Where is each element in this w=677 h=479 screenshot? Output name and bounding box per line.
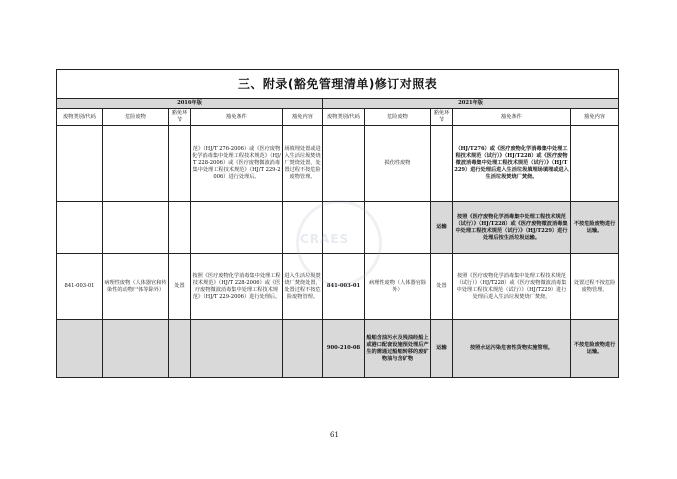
old-stage-cell: 处置 bbox=[169, 254, 191, 320]
old-content-cell: 进入生活垃圾焚烧厂焚烧处置，处置过程不按危险废物管理。 bbox=[283, 254, 323, 320]
table-row bbox=[57, 320, 619, 378]
old-code-cell bbox=[57, 320, 103, 378]
new-condition-cell: 按照水运污染危害性货物实施管理。 bbox=[453, 320, 571, 378]
old-condition-cell: 按照《医疗废物化学消毒集中处理工程技术规范》（HJ/T 228-2006）或《医疗废物微波消毒集中处理工程技术规范》（HJ/T 229-2006）进行处理后。 bbox=[191, 254, 283, 320]
old-code-cell bbox=[57, 202, 103, 254]
new-code-cell: 900-210-08 bbox=[323, 320, 365, 378]
new-condition-cell: 按照《医疗废物化学消毒集中处理工程技术规范（试行）》（HJ/T228）或《医疗废物微波消毒集中处理工程技术规范（试行）》（HJ/T229）进行处理后进入生活垃圾焚烧厂焚烧。 bbox=[453, 254, 571, 320]
table-title: 三、附录(豁免管理清单)修订对照表 bbox=[57, 70, 619, 99]
new-stage-cell bbox=[431, 126, 453, 202]
new-condition-cell: （HJ/T276）或《医疗废物化学消毒集中处理工程技术规范（试行）》（HJ/T228）或《医疗废物微波消毒集中处理工程技术规范（试行）》（HJ/T229）进行处理后进入生活垃圾填埋场填埋或进入生活垃圾焚烧厂焚烧。 bbox=[453, 126, 571, 202]
header-cond-new: 豁免条件 bbox=[453, 109, 571, 126]
old-name-cell bbox=[103, 126, 169, 202]
new-name-cell: 船舶含油污水及残油经船上或港口配套设施预处理后产生的需通过船舶转移的废矿物油与含矿物 bbox=[365, 320, 431, 378]
page-number: 61 bbox=[330, 431, 339, 439]
new-content-cell: 不按危险废物进行运输。 bbox=[571, 320, 619, 378]
header-name-new: 危险废物 bbox=[365, 109, 431, 126]
new-name-cell: 病理性废物（人体器官除外） bbox=[365, 254, 431, 320]
new-name-cell: 损伤性废物 bbox=[365, 126, 431, 202]
header-name-old: 危险废物 bbox=[103, 109, 169, 126]
new-content-cell: 处置过程不按危险废物管理。 bbox=[571, 254, 619, 320]
old-stage-cell bbox=[169, 320, 191, 378]
new-content-cell bbox=[571, 126, 619, 202]
header-stage-new: 豁免环节 bbox=[431, 109, 453, 126]
table-row bbox=[57, 126, 619, 202]
new-code-cell bbox=[323, 126, 365, 202]
old-name-cell: 病理性废物（人体器官和传染性的动物尸体等除外） bbox=[103, 254, 169, 320]
old-content-cell bbox=[283, 320, 323, 378]
year-header-2021: 2021年版 bbox=[323, 99, 619, 109]
year-header-2016: 2016年版 bbox=[57, 99, 323, 109]
old-condition-cell bbox=[191, 320, 283, 378]
old-name-cell bbox=[103, 320, 169, 378]
header-stage-old: 豁免环节 bbox=[169, 109, 191, 126]
old-code-cell bbox=[57, 126, 103, 202]
old-condition-cell bbox=[191, 202, 283, 254]
old-condition-cell: 范》（HJ/T 276-2006）或《医疗废物化学消毒集中处理工程技术规范》（HJ/T 228-2006）或《医疗废物微波消毒集中处理工程技术规范》（HJ/T 229-2006）进行处理后。 bbox=[191, 126, 283, 202]
new-stage-cell: 处置 bbox=[431, 254, 453, 320]
old-content-cell: 场填埋处置或进入生活垃圾焚烧厂焚烧处置，处置过程不按危险废物管理。 bbox=[283, 126, 323, 202]
old-code-cell: 841-003-01 bbox=[57, 254, 103, 320]
header-code-old: 废物类别/代码 bbox=[57, 109, 103, 126]
header-code-new: 废物类别/代码 bbox=[323, 109, 365, 126]
new-condition-cell: 按照《医疗废物化学消毒集中处理工程技术规范（试行）》（HJ/T228）或《医疗废物微波消毒集中处理工程技术规范（试行）》（HJ/T229）进行处理后按生活垃圾运输。 bbox=[453, 202, 571, 254]
new-code-cell: 841-003-01 bbox=[323, 254, 365, 320]
new-stage-cell: 运输 bbox=[431, 202, 453, 254]
header-content-old: 豁免内容 bbox=[283, 109, 323, 126]
old-stage-cell bbox=[169, 202, 191, 254]
header-cond-old: 豁免条件 bbox=[191, 109, 283, 126]
new-content-cell: 不按危险废物进行运输。 bbox=[571, 202, 619, 254]
new-stage-cell: 运输 bbox=[431, 320, 453, 378]
header-content-new: 豁免内容 bbox=[571, 109, 619, 126]
watermark-text: CRAES bbox=[300, 232, 350, 246]
old-name-cell bbox=[103, 202, 169, 254]
old-stage-cell bbox=[169, 126, 191, 202]
